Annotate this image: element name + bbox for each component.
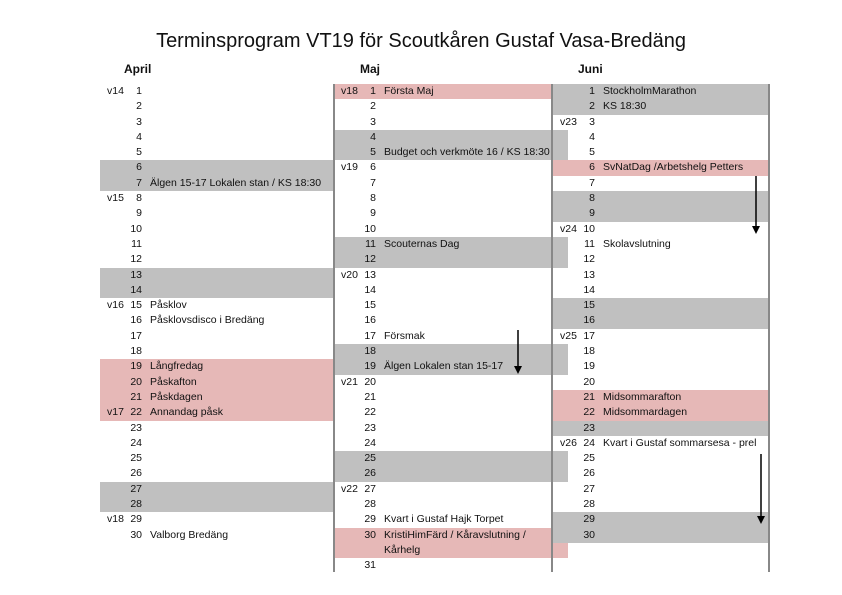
day-number: 3	[370, 115, 376, 128]
day-row	[553, 313, 770, 328]
day-row	[553, 497, 770, 512]
day-number: 27	[130, 482, 142, 495]
day-row	[100, 145, 334, 160]
day-number: 15	[364, 299, 376, 312]
day-number: 7	[370, 176, 376, 189]
day-number: 25	[364, 452, 376, 465]
duration-arrow	[755, 454, 767, 526]
day-number: 5	[370, 146, 376, 159]
day-row	[334, 329, 568, 344]
day-row	[553, 130, 770, 145]
column-divider	[768, 84, 770, 572]
day-number: 10	[583, 222, 595, 235]
day-row	[100, 421, 334, 436]
day-number: 1	[589, 85, 595, 97]
day-row	[553, 84, 770, 99]
day-number: 31	[364, 558, 376, 571]
day-row	[100, 206, 334, 221]
day-row	[553, 375, 770, 390]
day-number: 18	[130, 345, 142, 358]
day-number: 9	[370, 207, 376, 220]
day-number: 14	[364, 283, 376, 296]
day-number: 12	[130, 253, 142, 266]
month-header-april: April	[124, 62, 152, 76]
day-row	[553, 390, 770, 405]
day-number: 24	[583, 436, 595, 449]
day-row	[100, 359, 334, 374]
day-number: 30	[130, 528, 142, 541]
event-label: Första Maj	[384, 85, 434, 97]
column-divider	[551, 84, 553, 572]
day-row	[100, 451, 334, 466]
day-row	[553, 222, 770, 237]
day-row	[553, 466, 770, 481]
day-number: 18	[364, 345, 376, 358]
day-number: 15	[130, 299, 142, 312]
day-row	[100, 298, 334, 313]
day-row	[334, 344, 568, 359]
week-number: v16	[107, 299, 124, 312]
day-number: 26	[364, 467, 376, 480]
day-row	[100, 115, 334, 130]
day-number: 14	[130, 283, 142, 296]
day-number: 5	[136, 146, 142, 159]
day-row	[334, 558, 568, 573]
day-number: 22	[364, 406, 376, 419]
day-number: 11	[365, 237, 376, 250]
day-row	[100, 237, 334, 252]
week-number: v25	[560, 329, 577, 342]
week-number: v19	[341, 161, 358, 174]
day-number: 6	[370, 161, 376, 174]
day-row	[100, 222, 334, 237]
event-label: Midsommardagen	[603, 406, 688, 419]
event-label: KS 18:30	[603, 100, 647, 113]
day-number: 10	[364, 222, 376, 235]
day-row	[553, 145, 770, 160]
event-label: Försmak	[384, 329, 425, 342]
day-row	[100, 176, 334, 191]
day-row	[100, 268, 334, 283]
column-divider	[333, 84, 335, 572]
day-row	[334, 130, 568, 145]
day-row	[553, 115, 770, 130]
day-row	[334, 466, 568, 481]
day-number: 3	[589, 115, 595, 128]
day-number: 14	[583, 283, 595, 296]
day-number: 11	[131, 237, 142, 250]
day-number: 21	[583, 390, 595, 403]
day-number: 17	[583, 329, 595, 342]
day-row	[553, 283, 770, 298]
day-row	[334, 405, 568, 420]
day-number: 19	[130, 360, 142, 373]
day-number: 8	[136, 192, 142, 205]
day-row	[553, 191, 770, 206]
day-row	[553, 421, 770, 436]
day-number: 17	[130, 329, 142, 342]
day-row	[334, 421, 568, 436]
duration-arrow	[750, 176, 762, 236]
day-row	[334, 191, 568, 206]
day-row	[553, 268, 770, 283]
week-number: v15	[107, 192, 124, 205]
week-number: v22	[341, 482, 358, 495]
day-row	[553, 298, 770, 313]
day-row	[334, 84, 568, 99]
day-number: 5	[589, 146, 595, 159]
day-row	[553, 436, 770, 451]
day-row	[334, 313, 568, 328]
event-label: Kvart i Gustaf Hajk Torpet	[384, 513, 504, 526]
day-row	[334, 497, 568, 512]
day-number: 13	[583, 268, 595, 281]
day-number: 16	[583, 314, 595, 327]
day-row	[334, 145, 568, 160]
day-number: 26	[583, 467, 595, 480]
event-label: Skolavslutning	[603, 237, 671, 250]
day-number: 1	[136, 85, 142, 97]
event-label: Midsommarafton	[603, 390, 682, 403]
day-row	[100, 283, 334, 298]
day-row	[334, 99, 568, 114]
day-row	[553, 359, 770, 374]
day-number: 12	[583, 253, 595, 266]
day-row	[100, 497, 334, 512]
day-number: 22	[130, 406, 142, 419]
day-row	[100, 191, 334, 206]
day-number: 25	[130, 452, 142, 465]
day-row	[334, 451, 568, 466]
event-label: Påskdagen	[150, 390, 203, 403]
day-row	[100, 84, 334, 99]
day-number: 6	[136, 161, 142, 174]
day-row	[100, 375, 334, 390]
day-row	[100, 405, 334, 420]
event-label: Annandag påsk	[150, 406, 223, 419]
duration-arrow	[512, 330, 524, 376]
day-row	[334, 252, 568, 267]
day-row	[334, 160, 568, 175]
day-row	[334, 390, 568, 405]
day-row	[553, 512, 770, 527]
week-number: v21	[341, 375, 358, 388]
event-label: Valborg Bredäng	[150, 528, 229, 541]
day-row	[334, 268, 568, 283]
day-row	[334, 298, 568, 313]
day-number: 23	[364, 421, 376, 434]
day-number: 20	[364, 375, 376, 388]
day-number: 13	[364, 268, 376, 281]
day-row	[553, 329, 770, 344]
day-row	[334, 237, 568, 252]
day-row	[100, 329, 334, 344]
day-number: 20	[583, 375, 595, 388]
day-row	[553, 482, 770, 497]
week-number: v24	[560, 222, 577, 235]
day-number: 29	[364, 513, 376, 526]
week-number: v20	[341, 268, 358, 281]
day-number: 30	[364, 528, 376, 541]
day-row	[334, 206, 568, 221]
day-row	[334, 283, 568, 298]
event-label: Långfredag	[150, 360, 204, 373]
event-label: Älgen 15-17 Lokalen stan / KS 18:30	[150, 176, 322, 189]
day-number: 20	[130, 375, 142, 388]
day-number: 7	[136, 176, 142, 189]
month-header-maj: Maj	[360, 62, 381, 76]
day-number: 12	[364, 253, 376, 266]
day-row	[100, 344, 334, 359]
day-number: 26	[130, 467, 142, 480]
maj-column	[334, 84, 568, 573]
day-number: 19	[364, 360, 376, 373]
day-row	[553, 528, 770, 543]
day-row	[100, 482, 334, 497]
day-number: 11	[584, 237, 595, 250]
day-row	[553, 176, 770, 191]
event-label: Scouternas Dag	[384, 237, 460, 250]
event-label: StockholmMarathon	[603, 85, 697, 97]
day-row	[553, 405, 770, 420]
day-row	[334, 176, 568, 191]
day-number: 21	[130, 390, 142, 403]
day-number: 15	[583, 299, 595, 312]
day-row	[334, 436, 568, 451]
day-number: 28	[130, 498, 142, 511]
day-number: 22	[583, 406, 595, 419]
day-row	[334, 482, 568, 497]
day-number: 27	[583, 482, 595, 495]
event-label: Budget och verkmöte 16 / KS 18:30	[384, 146, 550, 159]
day-number: 7	[589, 176, 595, 189]
day-number: 16	[364, 314, 376, 327]
day-row	[334, 222, 568, 237]
day-row	[100, 99, 334, 114]
april-column	[100, 84, 334, 543]
day-row	[100, 390, 334, 405]
day-row	[553, 99, 770, 114]
event-label: Påsklovsdisco i Bredäng	[150, 314, 265, 327]
day-row	[334, 359, 568, 374]
day-number: 28	[583, 498, 595, 511]
day-row	[553, 252, 770, 267]
day-number: 9	[136, 207, 142, 220]
day-row	[100, 130, 334, 145]
day-row	[553, 451, 770, 466]
event-label: KristiHimFärd / Kåravslutning / Kårhelg	[384, 528, 526, 556]
day-number: 10	[130, 222, 142, 235]
day-row	[334, 512, 568, 527]
day-row	[100, 252, 334, 267]
day-number: 4	[136, 130, 142, 143]
day-number: 13	[130, 268, 142, 281]
week-number: v17	[107, 406, 124, 419]
day-row	[100, 313, 334, 328]
day-number: 3	[136, 115, 142, 128]
day-number: 4	[370, 130, 376, 143]
juni-column	[553, 84, 770, 543]
day-number: 24	[130, 436, 142, 449]
event-label: Kvart i Gustaf sommarsesa - prel	[603, 436, 757, 449]
day-row	[553, 206, 770, 221]
day-number: 16	[130, 314, 142, 327]
day-number: 23	[130, 421, 142, 434]
week-number: v18	[341, 85, 358, 97]
day-number: 2	[136, 100, 142, 113]
day-number: 29	[583, 513, 595, 526]
day-row	[553, 160, 770, 175]
event-label: Älgen Lokalen stan 15-17	[384, 360, 504, 373]
day-number: 29	[130, 513, 142, 526]
day-row	[100, 160, 334, 175]
week-number: v18	[107, 513, 124, 526]
day-number: 27	[364, 482, 376, 495]
day-number: 4	[589, 130, 595, 143]
month-header-juni: Juni	[578, 62, 603, 76]
day-number: 21	[364, 390, 376, 403]
day-number: 30	[583, 528, 595, 541]
day-row	[100, 528, 334, 543]
day-number: 2	[589, 100, 595, 113]
day-number: 2	[370, 100, 376, 113]
week-number: v14	[107, 85, 124, 97]
event-label: SvNatDag /Arbetshelg Petters	[603, 161, 744, 174]
event-label: Påsklov	[150, 299, 187, 312]
page-title: Terminsprogram VT19 för Scoutkåren Gustaf Vasa-Bredäng	[156, 30, 686, 52]
day-number: 1	[370, 85, 376, 97]
day-row	[100, 466, 334, 481]
day-row	[553, 344, 770, 359]
day-number: 8	[589, 192, 595, 205]
week-number: v26	[560, 436, 577, 449]
day-number: 18	[583, 345, 595, 358]
day-row	[553, 237, 770, 252]
day-row	[100, 436, 334, 451]
day-row	[334, 375, 568, 390]
day-number: 25	[583, 452, 595, 465]
day-number: 9	[589, 207, 595, 220]
day-number: 19	[583, 360, 595, 373]
day-number: 6	[589, 161, 595, 174]
day-number: 24	[364, 436, 376, 449]
day-number: 17	[364, 329, 376, 342]
day-row	[334, 528, 568, 558]
day-row	[100, 512, 334, 527]
day-number: 23	[583, 421, 595, 434]
day-number: 28	[364, 498, 376, 511]
day-row	[334, 115, 568, 130]
event-label: Påskafton	[150, 375, 197, 388]
week-number: v23	[560, 115, 577, 128]
day-number: 8	[370, 192, 376, 205]
